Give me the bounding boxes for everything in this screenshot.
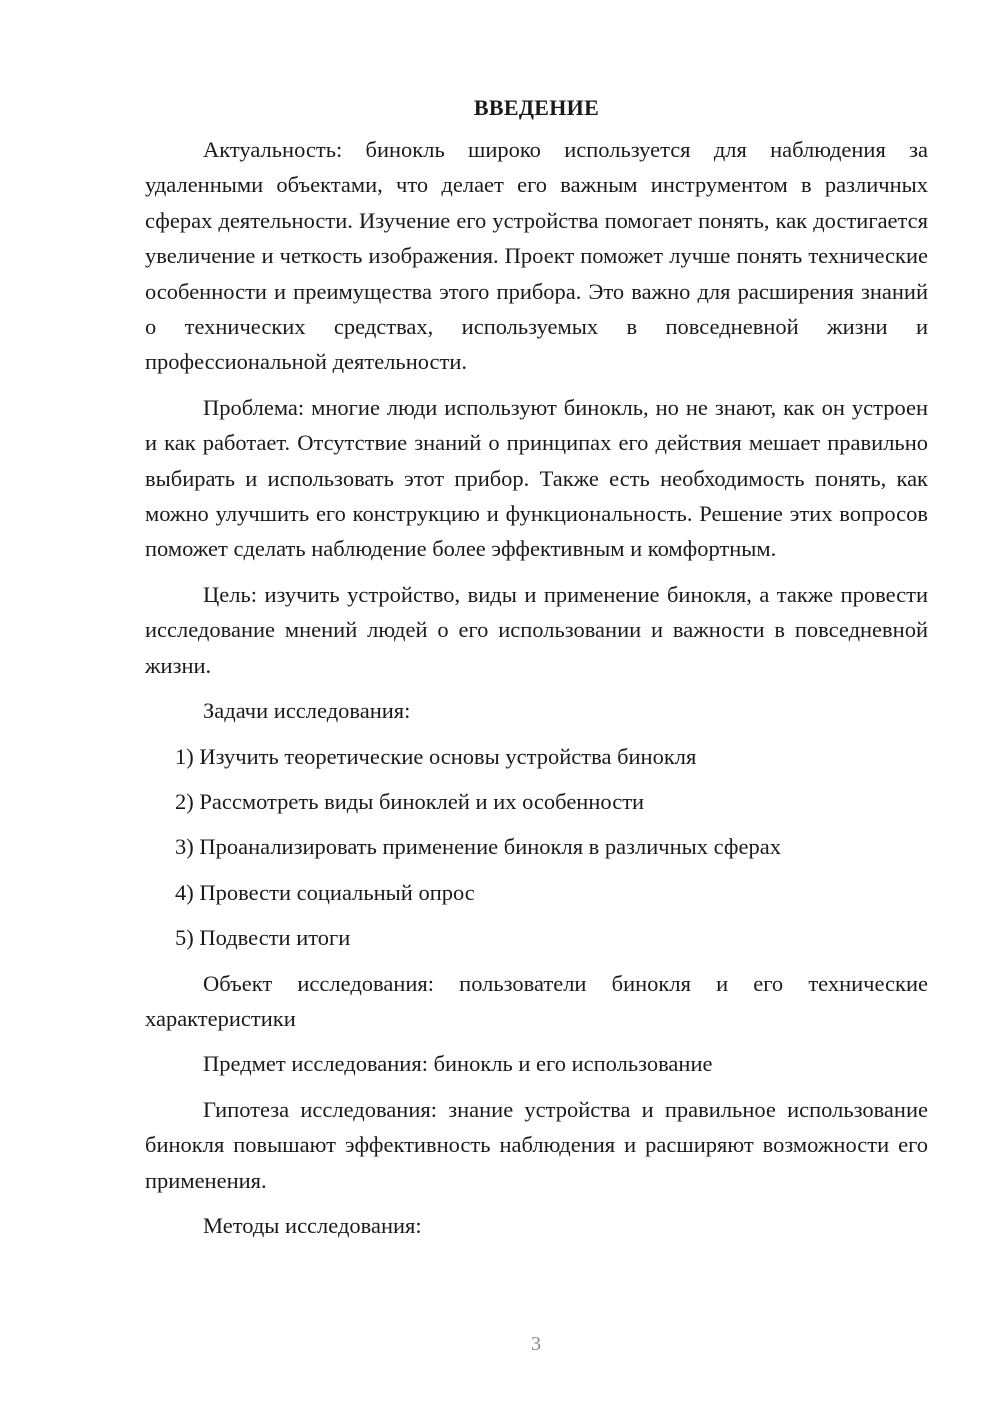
hypothesis-paragraph: Гипотеза исследования: знание устройства и правильное использование бинокля повышают эффективность наблюдения и расширяют возможности его применения. <box>145 1096 928 1193</box>
tasks-list <box>145 739 928 956</box>
task-item: 3) Проанализировать применение бинокля в различных сферах <box>175 834 781 860</box>
goal-paragraph: Цель: изучить устройство, виды и применение бинокля, а также провести исследование мнений людей о его использовании и важности в повседневной жизни. <box>145 581 928 678</box>
page-number: 3 <box>531 1333 541 1355</box>
problem-paragraph: Проблема: многие люди используют бинокль, но не знают, как он устроен и как работает. Отсутствие знаний о принципах его действия мешает правильно выбирать и использовать этот прибор. Также есть необходимость понять, как можно улучшить его конструкцию и функциональность. Решение этих вопросов поможет сделать наблюдение более эффективным и комфортным. <box>145 394 928 562</box>
document-page <box>145 90 928 1253</box>
methods-heading: Методы исследования: <box>203 1212 422 1238</box>
task-item: 2) Рассмотреть виды биноклей и их особенности <box>175 788 645 814</box>
task-item: 1) Изучить теоретические основы устройства бинокля <box>175 743 697 769</box>
tasks-heading: Задачи исследования: <box>203 698 411 724</box>
relevance-paragraph: Актуальность: бинокль широко используется для наблюдения за удаленными объектами, что делает его важным инструментом в различных сферах деятельности. Изучение его устройства помогает понять, как достигается увеличение и четкость изображения. Проект поможет лучше понять технические особенности и преимущества этого прибора. Это важно для расширения знаний о технических средствах, используемых в повседневной жизни и профессиональной деятельности. <box>145 137 928 375</box>
task-item: 4) Провести социальный опрос <box>175 879 475 905</box>
page-title: ВВЕДЕНИЕ <box>473 95 600 120</box>
task-item: 5) Подвести итоги <box>175 925 351 951</box>
subject-paragraph: Предмет исследования: бинокль и его использование <box>203 1051 713 1077</box>
object-paragraph: Объект исследования: пользователи бинокля и его технические характеристики <box>145 970 928 1031</box>
